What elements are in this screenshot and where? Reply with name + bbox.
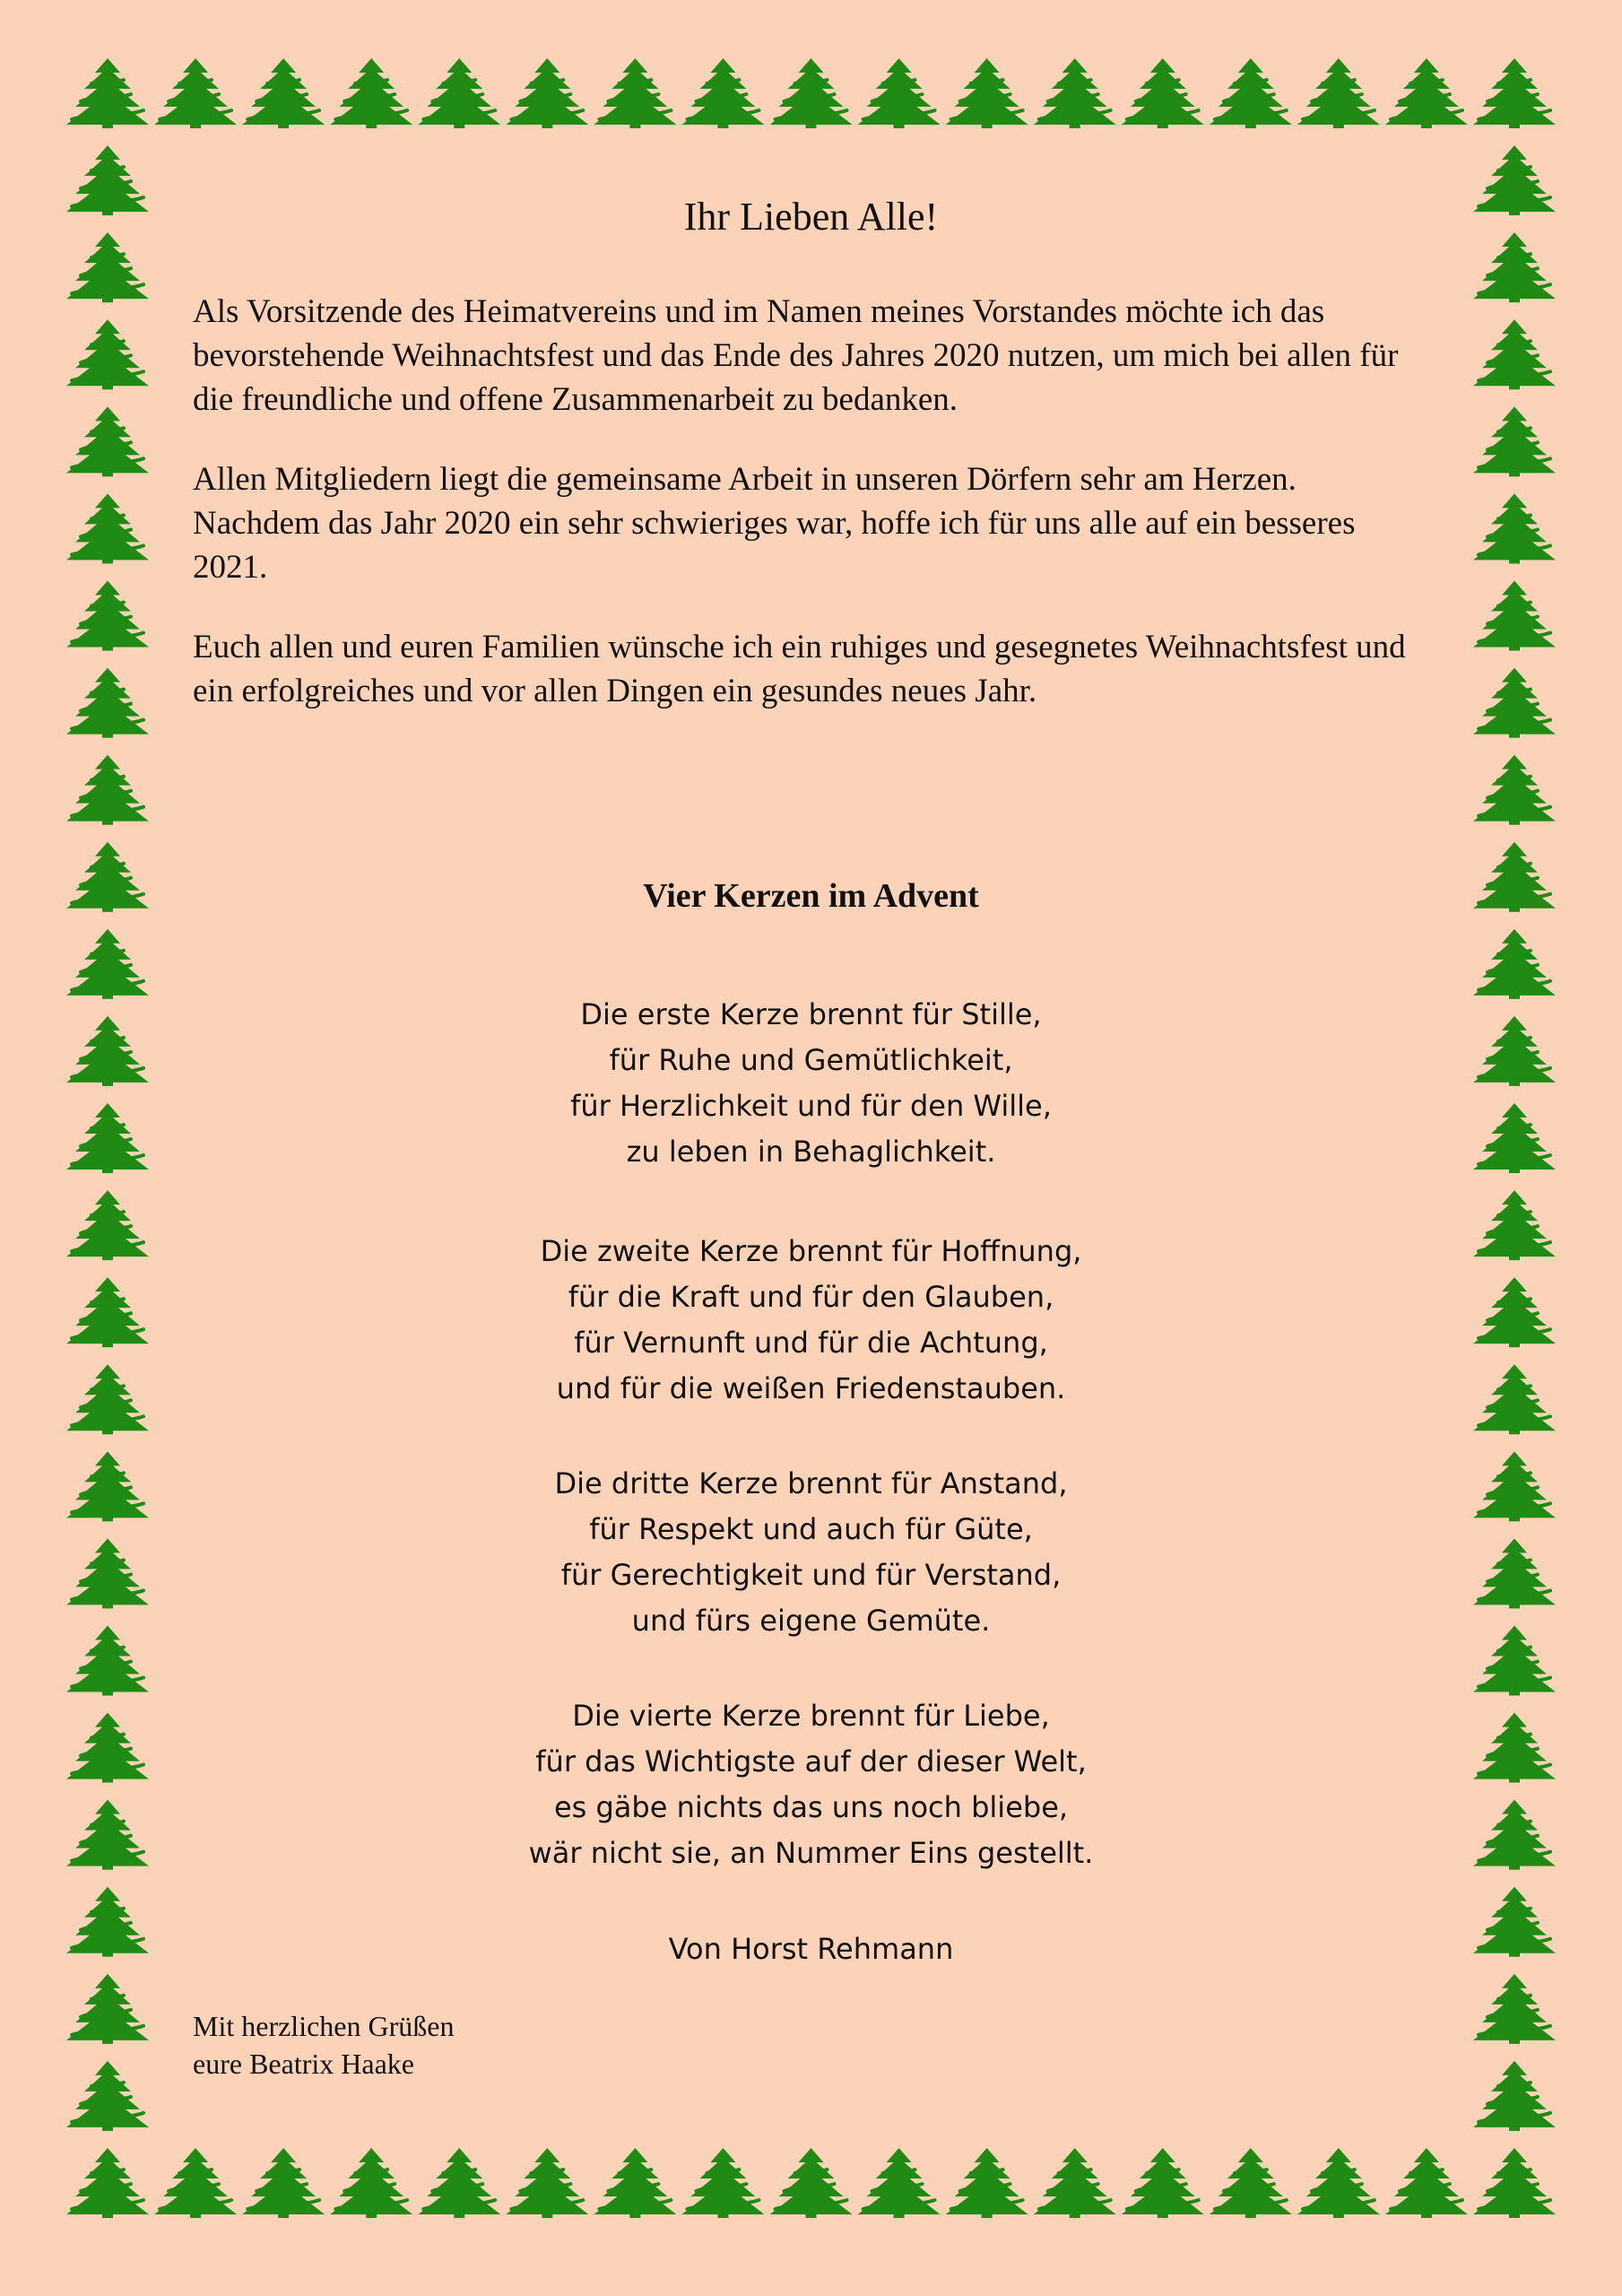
- christmas-tree-icon: [1473, 1103, 1556, 1173]
- christmas-tree-icon: [66, 2148, 149, 2218]
- christmas-tree-icon: [66, 755, 149, 825]
- christmas-tree-icon: [1473, 668, 1556, 738]
- poem-stanza-3: [193, 1461, 1429, 1644]
- christmas-tree-icon: [1473, 755, 1556, 825]
- greeting-heading: Ihr Lieben Alle!: [683, 195, 939, 239]
- christmas-tree-icon: [1473, 581, 1556, 651]
- poem-line: für die Kraft und für den Glauben,: [568, 1280, 1054, 1314]
- christmas-tree-icon: [66, 1800, 149, 1870]
- poem-stanza-4: [193, 1693, 1429, 1876]
- christmas-tree-icon: [66, 406, 149, 476]
- christmas-tree-icon: [66, 1451, 149, 1521]
- poem-line: Die zweite Kerze brennt für Hoffnung,: [540, 1234, 1082, 1268]
- christmas-tree-icon: [66, 1974, 149, 2044]
- christmas-tree-icon: [66, 1626, 149, 1696]
- christmas-tree-icon: [1473, 929, 1556, 999]
- christmas-tree-icon: [66, 2061, 149, 2131]
- poem-line: zu leben in Behaglichkeit.: [626, 1135, 996, 1169]
- christmas-tree-icon: [66, 319, 149, 389]
- closing-line: Mit herzlichen Grüßen: [193, 2010, 455, 2042]
- poem-line: und fürs eigene Gemüte.: [631, 1604, 991, 1638]
- christmas-tree-icon: [1473, 319, 1556, 389]
- christmas-tree-icon: [66, 668, 149, 738]
- christmas-tree-icon: [1473, 1974, 1556, 2044]
- signature-name: eure Beatrix Haake: [193, 2048, 414, 2080]
- christmas-tree-icon: [1473, 1626, 1556, 1696]
- poem-line: für Gerechtigkeit und für Verstand,: [560, 1558, 1062, 1592]
- poem-line: für Respekt und auch für Güte,: [589, 1512, 1033, 1546]
- christmas-tree-icon: [1473, 406, 1556, 476]
- christmas-tree-icon: [1473, 493, 1556, 563]
- christmas-tree-icon: [1473, 1190, 1556, 1260]
- poem-stanza-2: [193, 1229, 1429, 1412]
- christmas-tree-icon: [1473, 1016, 1556, 1086]
- christmas-tree-icon: [66, 1103, 149, 1173]
- christmas-tree-icon: [1473, 1887, 1556, 1957]
- christmas-tree-icon: [66, 232, 149, 302]
- christmas-tree-icon: [1473, 1451, 1556, 1521]
- christmas-tree-icon: [1473, 1713, 1556, 1783]
- christmas-tree-icon: [66, 1190, 149, 1260]
- christmas-tree-icon: [66, 1016, 149, 1086]
- christmas-tree-icon: [1473, 1364, 1556, 1434]
- christmas-tree-icon: [66, 581, 149, 651]
- poem-author: Von Horst Rehmann: [668, 1932, 954, 1966]
- poem-stanza-1: [193, 992, 1429, 1175]
- poem-title: Vier Kerzen im Advent: [643, 877, 979, 915]
- closing-signature: [193, 2007, 910, 2083]
- christmas-tree-icon: [66, 58, 149, 128]
- christmas-tree-icon: [1473, 2061, 1556, 2131]
- christmas-tree-icon: [66, 842, 149, 912]
- poem-line: für Ruhe und Gemütlichkeit,: [609, 1043, 1013, 1077]
- christmas-tree-icon: [1473, 842, 1556, 912]
- poem-line: Die erste Kerze brennt für Stille,: [580, 997, 1042, 1031]
- christmas-tree-icon: [66, 929, 149, 999]
- christmas-tree-icon: [1473, 1538, 1556, 1608]
- christmas-tree-icon: [66, 1713, 149, 1783]
- poem-line: Die vierte Kerze brennt für Liebe,: [572, 1699, 1050, 1733]
- christmas-tree-icon: [1473, 1800, 1556, 1870]
- christmas-tree-icon: [1473, 58, 1556, 128]
- christmas-tree-icon: [1473, 2148, 1556, 2218]
- christmas-tree-icon: [1473, 1277, 1556, 1347]
- paragraph-thanks: Als Vorsitzende des Heimatvereins und im Namen meines Vorstandes möchte ich das bevorstehende Weihnachtsfest und das Ende des Jahres 2020 nutzen, um mich bei allen für die freundliche und offene Zusammenarbeit zu bedanken.: [193, 293, 1399, 418]
- poem-line: für Vernunft und für die Achtung,: [574, 1326, 1048, 1360]
- christmas-tree-icon: [66, 1277, 149, 1347]
- paragraph-members: Allen Mitgliedern liegt die gemeinsame Arbeit in unseren Dörfern sehr am Herzen. Nachdem das Jahr 2020 ein sehr schwieriges war, hoffe ich für uns alle auf ein besseres 2021.: [193, 461, 1356, 586]
- poem-line: für Herzlichkeit und für den Wille,: [570, 1089, 1052, 1123]
- poem-line: Die dritte Kerze brennt für Anstand,: [554, 1466, 1068, 1500]
- christmas-tree-icon: [66, 1538, 149, 1608]
- christmas-tree-icon: [1473, 232, 1556, 302]
- christmas-tree-icon: [1473, 145, 1556, 215]
- poem-line: für das Wichtigste auf der dieser Welt,: [535, 1744, 1087, 1779]
- letter: [193, 0, 1429, 2296]
- poem-line: und für die weißen Friedenstauben.: [556, 1371, 1066, 1405]
- christmas-tree-icon: [66, 1887, 149, 1957]
- poem-line: es gäbe nichts das uns noch bliebe,: [553, 1790, 1069, 1824]
- christmas-tree-icon: [66, 493, 149, 563]
- paragraph-wishes: Euch allen und euren Familien wünsche ich ein ruhiges und gesegnetes Weihnachtsfest und ein erfolgreiches und vor allen Dingen ein gesundes neues Jahr.: [193, 629, 1406, 709]
- christmas-tree-icon: [66, 145, 149, 215]
- poem-line: wär nicht sie, an Nummer Eins gestellt.: [528, 1836, 1094, 1870]
- christmas-tree-icon: [66, 1364, 149, 1434]
